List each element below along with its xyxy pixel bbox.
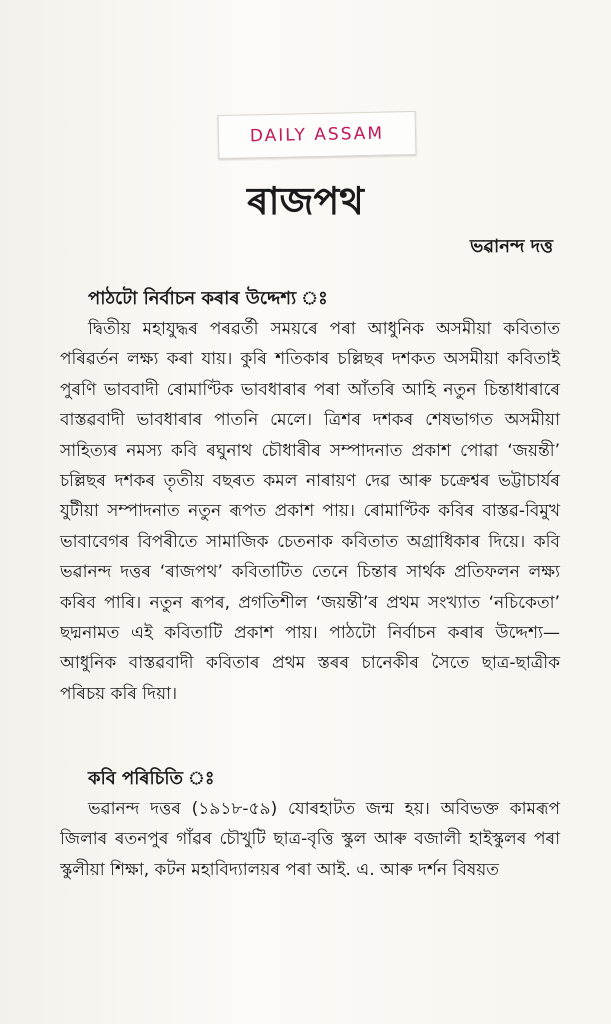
daily-assam-label xyxy=(218,111,417,159)
section-paragraph: ভৱানন্দ দত্তৰ (১৯১৮-৫৯) যোৰহাটত জন্ম হয়। অবিভক্ত কামৰূপ জিলাৰ ৰতনপুৰ গাঁৱৰ চৌখুটি ছাত্ৰ-বৃত্তি স্কুল আৰু বজালী হাইস্কুলৰ পৰা স্কুলীয়া শিক্ষা, কটন মহাবিদ্যালয়ৰ পৰা আই. এ. আৰু দৰ্শন বিষয়ত xyxy=(60,799,560,880)
section-purpose xyxy=(60,284,560,709)
label-text: DAILY ASSAM xyxy=(249,123,385,147)
section-heading: পাঠটো নিৰ্বাচন কৰাৰ উদ্দেশ্য ঃ xyxy=(88,288,328,309)
author-name: ভৱানন্দ দত্ত xyxy=(470,236,553,257)
section-paragraph: দ্বিতীয় মহাযুদ্ধৰ পৰৱৰ্তী সময়ৰে পৰা আধুনিক অসমীয়া কবিতাত পৰিৱৰ্তন লক্ষ্য কৰা যায়। কুৰি শতিকাৰ চল্লিছৰ দশকত অসমীয়া কবিতাই পুৰণি ভাববাদী ৰোমাণ্টিক ভাবধাৰাৰ পৰা আঁতৰি আহি নতুন চিন্তাধাৰাৰে বাস্তৱবাদী ভাবধাৰাৰ পাতনি মেলে। ত্ৰিশৰ দশকৰ শেষভাগত অসমীয়া সাহিত্যৰ নমস্য কবি ৰঘুনাথ চৌধাৰীৰ সম্পাদনাত প্ৰকাশ পোৱা ‘জয়ন্তী’ চল্লিছৰ দশকৰ তৃতীয় বছৰত কমল নাৰায়ণ দেৱ আৰু চক্ৰেশ্বৰ ভট্টাচাৰ্যৰ যুটীয়া সম্পাদনাত নতুন ৰূপত প্ৰকাশ পায়। ৰোমাণ্টিক কবিৰ বাস্তৱ-বিমুখ ভাবাবেগৰ বিপৰীতে সামাজিক চেতনাক কবিতাত অগ্ৰাধিকাৰ দিয়ে। কবি ভৱানন্দ দত্তৰ ‘ৰাজপথ’ কবিতাটিত তেনে চিন্তাৰ সাৰ্থক প্ৰতিফলন লক্ষ্য কৰিব পাৰি। নতুন ৰূপৰ, প্ৰগতিশীল ‘জয়ন্তী’ৰ প্ৰথম সংখ্যাত ‘নচিকেতা’ ছদ্মনামত এই কবিতাটি প্ৰকাশ পায়। পাঠটো নিৰ্বাচন কৰাৰ উদ্দেশ্য— আধুনিক বাস্তৱবাদী কবিতাৰ প্ৰথম স্তৰৰ চানেকীৰ সৈতে ছাত্ৰ-ছাত্ৰীক পৰিচয় কৰি দিয়া। xyxy=(60,319,560,704)
section-heading: কবি পৰিচিতি ঃ xyxy=(88,768,215,789)
section-poet-intro xyxy=(60,764,560,885)
poem-title: ৰাজপথ xyxy=(247,179,364,223)
